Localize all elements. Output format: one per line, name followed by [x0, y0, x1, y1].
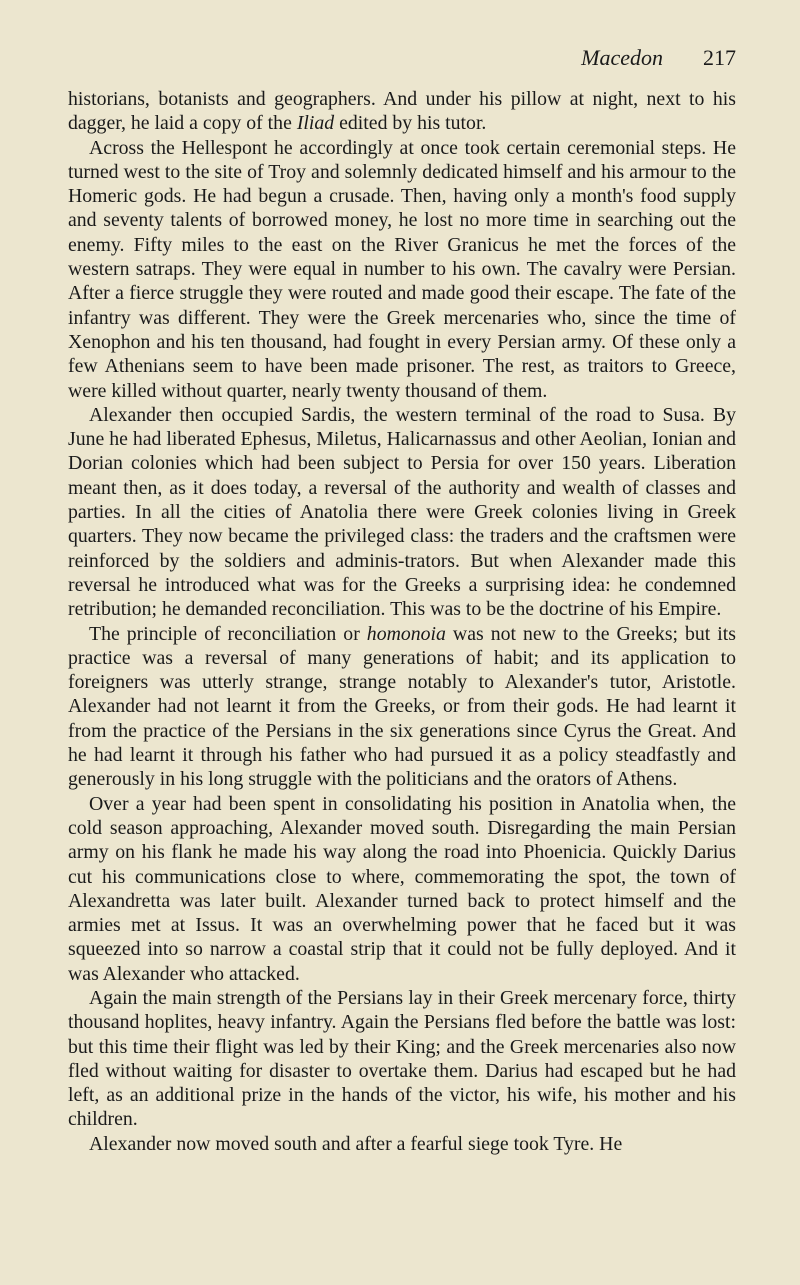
text-segment: historians, botanists and geographers. And under his pillow at night, next to his dagger, he laid a copy of the [68, 88, 736, 135]
text-segment: was not new to the Greeks; but its practice was a reversal of many generations of habit; and its application to foreigners was utterly strange, strange notably to Alexander's tutor, Aristotle. Alexander had not learnt it from the Greeks, or from their gods. He had learnt it from the practice of the Persians in the six generations since Cyrus the Great. And he had learnt it through his father who had pursued it as a policy steadfastly and generously in his long struggle with the politicians and the orators of Athens. [68, 622, 736, 791]
italic-title: homonoia [366, 622, 446, 645]
text-segment: Over a year had been spent in consolidating his position in Anatolia when, the cold season approaching, Alexander moved south. Disregarding the main Persian army on his flank he made his way along the road into Phoenicia. Quickly Darius cut his communications close to where, commemorating the spot, the town of Alexandretta was later built. Alexander turned back to protect himself and the armies met at Issus. It was an overwhelming power that he faced but it was squeezed into so narrow a coastal strip that it could not be fully deployed. And it was Alexander who attacked. [68, 792, 736, 985]
paragraph [68, 87, 736, 136]
paragraph [68, 792, 736, 986]
text-segment: Across the Hellespont he accordingly at once took certain ceremonial steps. He turned west to the site of Troy and solemnly dedicated himself and his armour to the Homeric gods. He had begun a crusade. Then, having only a month's food supply and seventy talents of borrowed money, he lost no more time in searching out the enemy. Fifty miles to the east on the River Granicus he met the forces of the western satraps. They were equal in number to his own. The cavalry were Persian. After a fierce struggle they were routed and made good their escape. The fate of the infantry was different. They were the Greek mercenaries who, since the time of Xenophon and his ten thousand, had fought in every Persian army. Of these only a few Athenians seem to have been made prisoner. The rest, as traitors to Greece, were killed without quarter, nearly twenty thousand of them. [68, 136, 736, 402]
text-segment: The principle of reconciliation or [89, 622, 367, 645]
italic-title: Iliad [296, 112, 335, 135]
paragraph [68, 986, 736, 1132]
running-header [0, 44, 736, 72]
running-title: Macedon [581, 45, 663, 70]
paragraph [68, 136, 736, 403]
paragraph [68, 622, 736, 792]
text-segment: Alexander then occupied Sardis, the western terminal of the road to Susa. By June he had liberated Ephesus, Miletus, Halicarnassus and other Aeolian, Ionian and Dorian colonies which had been subject to Persia for over 150 years. Liberation meant then, as it does today, a reversal of the authority and wealth of classes and parties. In all the cities of Anatolia there were Greek colonies living in Greek quarters. They now became the privileged class: the traders and the craftsmen were reinforced by the soldiers and adminis-trators. But when Alexander made this reversal he introduced what was for the Greeks a surprising idea: he condemned retribution; he demanded reconciliation. This was to be the doctrine of his Empire. [68, 403, 736, 621]
text-segment: edited by his tutor. [334, 112, 487, 135]
paragraph [68, 1132, 736, 1156]
text-segment: Alexander now moved south and after a fearful siege took Tyre. He [89, 1132, 623, 1155]
paragraph [68, 403, 736, 622]
text-segment: Again the main strength of the Persians lay in their Greek mercenary force, thirty thousand hoplites, heavy infantry. Again the Persians fled before the battle was lost: but this time their flight was led by their King; and the Greek mercenaries also now fled without waiting for disaster to overtake them. Darius had escaped but he had left, as an additional prize in the hands of the victor, his wife, his mother and his children. [68, 986, 736, 1131]
page-number: 217 [703, 45, 736, 70]
body-text [68, 87, 736, 1156]
